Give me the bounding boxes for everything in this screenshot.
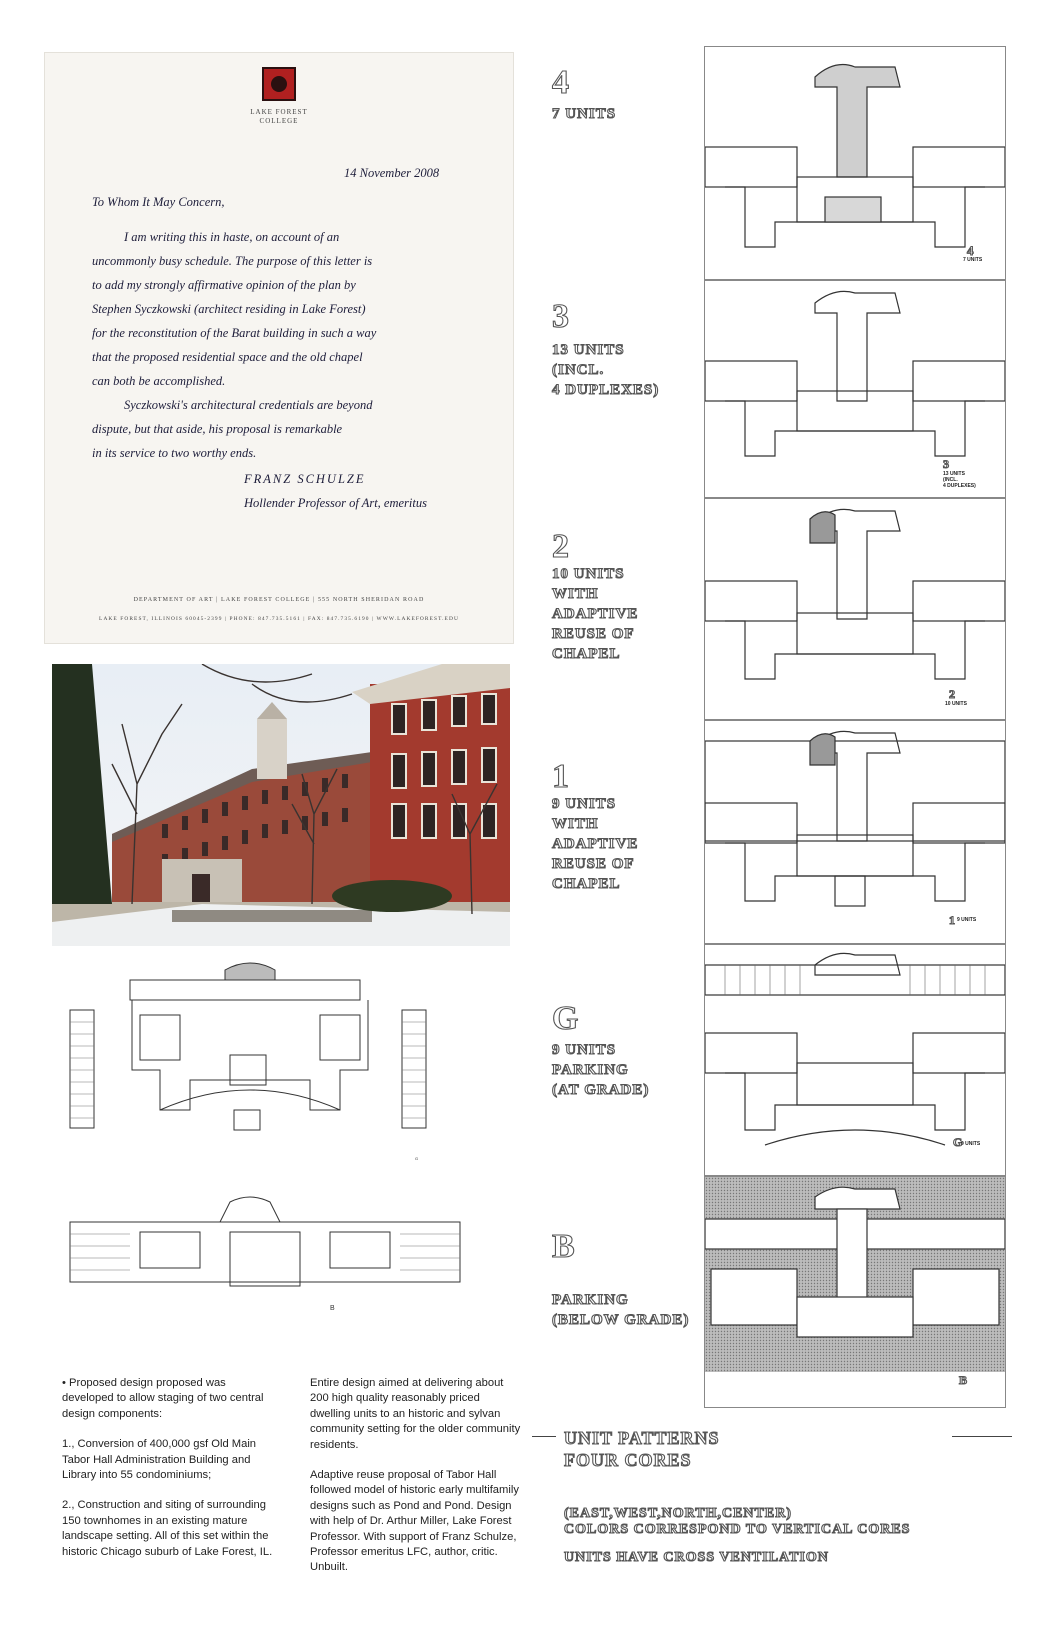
level-description: 9 UNITS PARKING (AT GRADE)	[552, 1042, 650, 1098]
description-col-1	[62, 1376, 280, 1575]
summary-line: (EAST,WEST,NORTH,CENTER)	[564, 1506, 792, 1521]
college-name-2: COLLEGE	[259, 117, 299, 125]
description-col-2	[310, 1376, 522, 1591]
plan-level-tag: 3	[943, 457, 950, 471]
plan-level-tag: B	[959, 1373, 969, 1387]
level-description: 9 UNITS WITH ADAPTIVE REUSE OF CHAPEL	[552, 796, 639, 892]
floor-plan-level-2	[704, 498, 1006, 720]
plan-level-sub: 10 UNITS	[945, 701, 967, 707]
divider	[532, 1436, 556, 1437]
letter-footer: DEPARTMENT OF ART | LAKE FOREST COLLEGE | 555 NORTH SHERIDAN ROAD	[133, 597, 425, 603]
description-para: 1., Conversion of 400,000 gsf Old Main Tabor Hall Administration Building and Library into 55 condominiums;	[62, 1438, 257, 1482]
college-crest-icon	[262, 67, 296, 101]
letter-line: dispute, but that aside, his proposal is remarkable	[92, 422, 343, 436]
letter-footer: LAKE FOREST, ILLINOIS 60045-2399 | PHONE: 847.735.5161 | FAX: 847.735.6190 | WWW.LAKEFOREST.EDU	[99, 616, 459, 622]
level-description: 13 UNITS (INCL. 4 DUPLEXES)	[552, 342, 660, 398]
level-number: G	[552, 1000, 580, 1037]
letter-scan	[44, 52, 514, 644]
level-description: PARKING (BELOW GRADE)	[552, 1292, 690, 1328]
letter-line: that the proposed residential space and the old chapel	[92, 350, 363, 364]
level-number: 1	[552, 758, 570, 795]
plan-level-tag: 4	[967, 243, 975, 258]
letter-signer-title: Hollender Professor of Art, emeritus	[244, 496, 427, 510]
summary-line: COLORS CORRESPOND TO VERTICAL CORES	[564, 1522, 911, 1537]
letter-line: uncommonly busy schedule. The purpose of this letter is	[92, 254, 373, 268]
letter-line: can both be accomplished.	[92, 374, 226, 388]
level-number: 2	[552, 528, 570, 565]
level-number: 4	[552, 64, 570, 101]
floor-plan-level-3	[704, 280, 1006, 498]
level-number: B	[552, 1228, 576, 1265]
floor-plan-level-1	[704, 720, 1006, 944]
description-para: 2., Construction and siting of surrounding 150 townhomes in an existing mature landscape setting. All of this set within the historic Chicago suburb of Lake Forest, IL.	[62, 1499, 273, 1558]
level-description: 10 UNITS WITH ADAPTIVE REUSE OF CHAPEL	[552, 566, 639, 662]
plan-level-tag: 2	[949, 687, 956, 701]
plan-level-tag: 1	[949, 913, 956, 927]
site-level-b-label: B	[330, 1305, 335, 1312]
letter-date: 14 November 2008	[344, 166, 440, 180]
letter-line: to add my strongly affirmative opinion of the plan by	[92, 278, 356, 292]
letter-line: I am writing this in haste, on account of an	[124, 230, 340, 244]
letter-line: Stephen Syczkowski (architect residing in Lake Forest)	[92, 302, 366, 316]
site-plan-level-b	[30, 1192, 500, 1352]
floor-plan-level-g	[704, 944, 1006, 1176]
description-para: Entire design aimed at delivering about 200 high quality reasonably priced dwelling units to an historic and sylvan community setting for the older community residents.	[310, 1377, 521, 1451]
letter-line: for the reconstitution of the Barat building in such a way	[92, 326, 377, 340]
summary-subtitle: FOUR CORES	[564, 1450, 692, 1470]
site-level-g-label: G	[415, 1156, 419, 1161]
plan-level-sub: 9 UNITS	[957, 917, 977, 923]
divider	[952, 1436, 1012, 1437]
plan-level-tag: G	[953, 1135, 964, 1149]
plan-level-sub: 13 UNITS (INCL. 4 DUPLEXES)	[943, 471, 976, 489]
letter-signature: FRANZ SCHULZE	[244, 472, 366, 486]
letter-salutation: To Whom It May Concern,	[92, 195, 225, 209]
floor-plan-level-4	[704, 46, 1006, 280]
floor-plan-level-b	[704, 1176, 1006, 1408]
description-para: • Proposed design proposed was developed to allow staging of two central design components:	[62, 1377, 264, 1420]
letter-line: in its service to two worthy ends.	[92, 446, 257, 460]
description-para: Adaptive reuse proposal of Tabor Hall followed model of historic early multifamily designs such as Pond and Pond. Design with help of Dr. Arthur Miller, Lake Forest Professor. With support of Franz Schulze, Professor emeritus LFC, author, critic. Unbuilt.	[310, 1469, 519, 1574]
building-photo	[52, 664, 510, 946]
plan-level-sub: 9 UNITS	[961, 1141, 981, 1147]
summary-title: UNIT PATTERNS	[564, 1428, 720, 1448]
level-number: 3	[552, 298, 570, 335]
site-plan-level-g	[60, 960, 500, 1172]
letter-line: Syczkowski's architectural credentials are beyond	[124, 398, 373, 412]
college-name: LAKE FOREST	[250, 108, 308, 116]
level-description: 7 UNITS	[552, 106, 617, 122]
summary-line: UNITS HAVE CROSS VENTILATION	[564, 1550, 829, 1565]
plan-level-sub: 7 UNITS	[963, 257, 983, 263]
